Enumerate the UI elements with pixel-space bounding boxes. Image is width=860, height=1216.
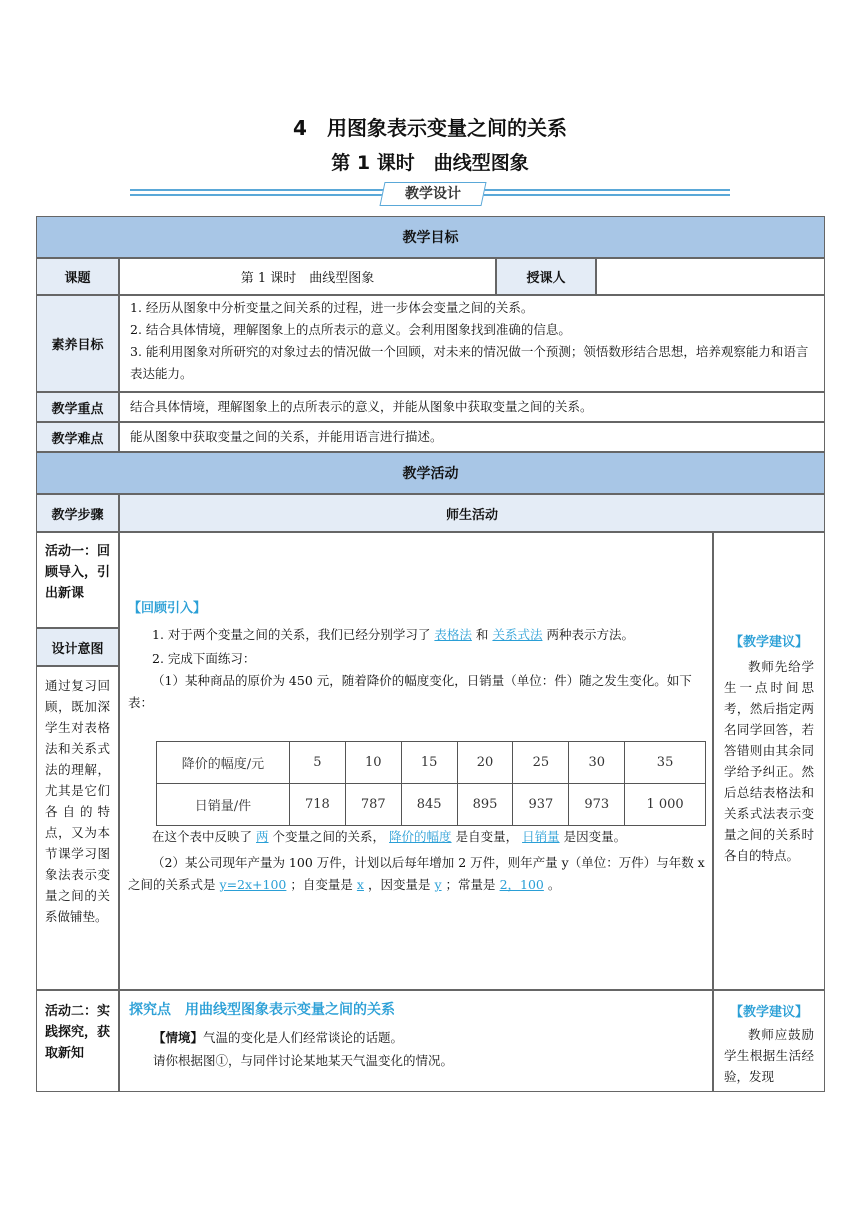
teacher-value[interactable] [596, 258, 825, 295]
blank-y: y [434, 877, 442, 892]
blank-table-method: 表格法 [434, 627, 472, 642]
question-2-1: （1）某种商品的原价为 450 元，随着降价的幅度变化，日销量（单位：件）随之发生变化。如下表： [128, 673, 692, 710]
goals-heading: 教学目标 [36, 216, 825, 258]
literacy-item-2: 2. 结合具体情境，理解图象上的点所表示的意义。会利用图象找到准确的信息。 [130, 322, 571, 337]
activity2-name: 活动二：实践探究，获取新知 [36, 990, 119, 1092]
key-label: 教学重点 [36, 392, 119, 422]
table-cell: 787 [345, 784, 401, 826]
table-cell: 845 [401, 784, 457, 826]
table-cell: 5 [290, 742, 346, 784]
literacy-label: 素养目标 [36, 295, 119, 392]
situation: 【情境】气温的变化是人们经常谈论的话题。 [153, 1030, 404, 1045]
activity-heading: 教学活动 [36, 452, 825, 494]
table-analysis: 在这个表中反映了 两 个变量之间的关系， 降价的幅度 是自变量， 日销量 是因变量。 [152, 829, 627, 844]
blank-dependent: 日销量 [522, 829, 560, 844]
tip2-title: 【教学建议】 [729, 1005, 808, 1020]
table-cell: 1 000 [625, 784, 706, 826]
design-text: 通过复习回顾，既加深学生对表格法和关系式法的理解，尤其是它们各自的特点，又为本节课学习图象法表示变量之间的关系做铺垫。 [36, 666, 119, 990]
table-cell: 35 [625, 742, 706, 784]
tip1-title: 【教学建议】 [729, 635, 808, 650]
review-heading: 【回顾引入】 [128, 601, 207, 616]
activity1-name: 活动一：回顾导入，引出新课 [36, 532, 119, 628]
blank-x: x [356, 877, 364, 892]
blank-formula-method: 关系式法 [492, 627, 543, 642]
situation-prompt: 请你根据图①，与同伴讨论某地某天气温变化的情况。 [153, 1053, 454, 1068]
blank-two: 两 [256, 829, 269, 844]
blank-independent: 降价的幅度 [389, 829, 452, 844]
blank-constants: 2，100 [499, 877, 544, 892]
table-cell: 20 [457, 742, 513, 784]
difficulty-value: 能从图象中获取变量之间的关系，并能用语言进行描述。 [119, 422, 825, 452]
steps-label: 教学步骤 [36, 494, 119, 532]
topic-value: 第 1 课时 曲线型图象 [119, 258, 496, 295]
lesson-subtitle: 第 1 课时 曲线型图象 [331, 152, 529, 174]
topic-label: 课题 [36, 258, 119, 295]
difficulty-label: 教学难点 [36, 422, 119, 452]
table-cell: 30 [569, 742, 625, 784]
price-table [156, 741, 706, 826]
row2-label: 日销量/件 [157, 784, 290, 826]
design-label: 设计意图 [36, 628, 119, 666]
lesson-title: 4 用图象表示变量之间的关系 [293, 116, 567, 140]
teacher-label: 授课人 [496, 258, 596, 295]
table-cell: 25 [513, 742, 569, 784]
section-band [130, 182, 730, 204]
tip2-text: 教师应鼓励学生根据生活经验，发现 [724, 1027, 814, 1084]
activities-label: 师生活动 [119, 494, 825, 532]
tip1-text: 教师先给学生一点时间思考，然后指定两名同学回答，若答错则由其余同学给予纠正。然后总结表格法和关系式法表示变量之间的关系时各自的特点。 [724, 659, 814, 863]
explore-title: 探究点 用曲线型图象表示变量之间的关系 [129, 1002, 395, 1018]
blank-formula: y=2x+100 [219, 877, 287, 892]
table-cell: 937 [513, 784, 569, 826]
literacy-item-3: 3. 能利用图象对所研究的对象过去的情况做一个回顾，对未来的情况做一个预测；领悟数形结合思想，培养观察能力和语言表达能力。 [130, 344, 809, 381]
table-cell: 895 [457, 784, 513, 826]
activity2-content [119, 990, 713, 1092]
table-row [157, 784, 706, 826]
question-2-2: （2）某公司现年产量为 100 万件，计划以后每年增加 2 万件，则年产量 y（单位：万件）与年数 x 之间的关系式是 y=2x+100 ；自变量是 x ，因变量是 y ；常量是 2，100 。 [128, 855, 705, 892]
band-tag: 教学设计 [379, 182, 486, 206]
table-row [157, 742, 706, 784]
key-value: 结合具体情境，理解图象上的点所表示的意义，并能从图象中获取变量之间的关系。 [119, 392, 825, 422]
activity2-tip [713, 990, 825, 1092]
activity1-body [128, 598, 708, 714]
activity1-body-2 [128, 826, 706, 896]
activity1-tip [713, 532, 825, 990]
table-cell: 10 [345, 742, 401, 784]
literacy-item-1: 1. 经历从图象中分析变量之间关系的过程，进一步体会变量之间的关系。 [130, 300, 534, 315]
table-cell: 718 [290, 784, 346, 826]
row1-label: 降价的幅度/元 [157, 742, 290, 784]
question-2: 2. 完成下面练习： [152, 651, 256, 666]
table-cell: 15 [401, 742, 457, 784]
table-cell: 973 [569, 784, 625, 826]
literacy-goals [119, 295, 825, 392]
question-1: 1. 对于两个变量之间的关系，我们已经分别学习了 表格法 和 关系式法 两种表示方法。 [152, 627, 634, 642]
